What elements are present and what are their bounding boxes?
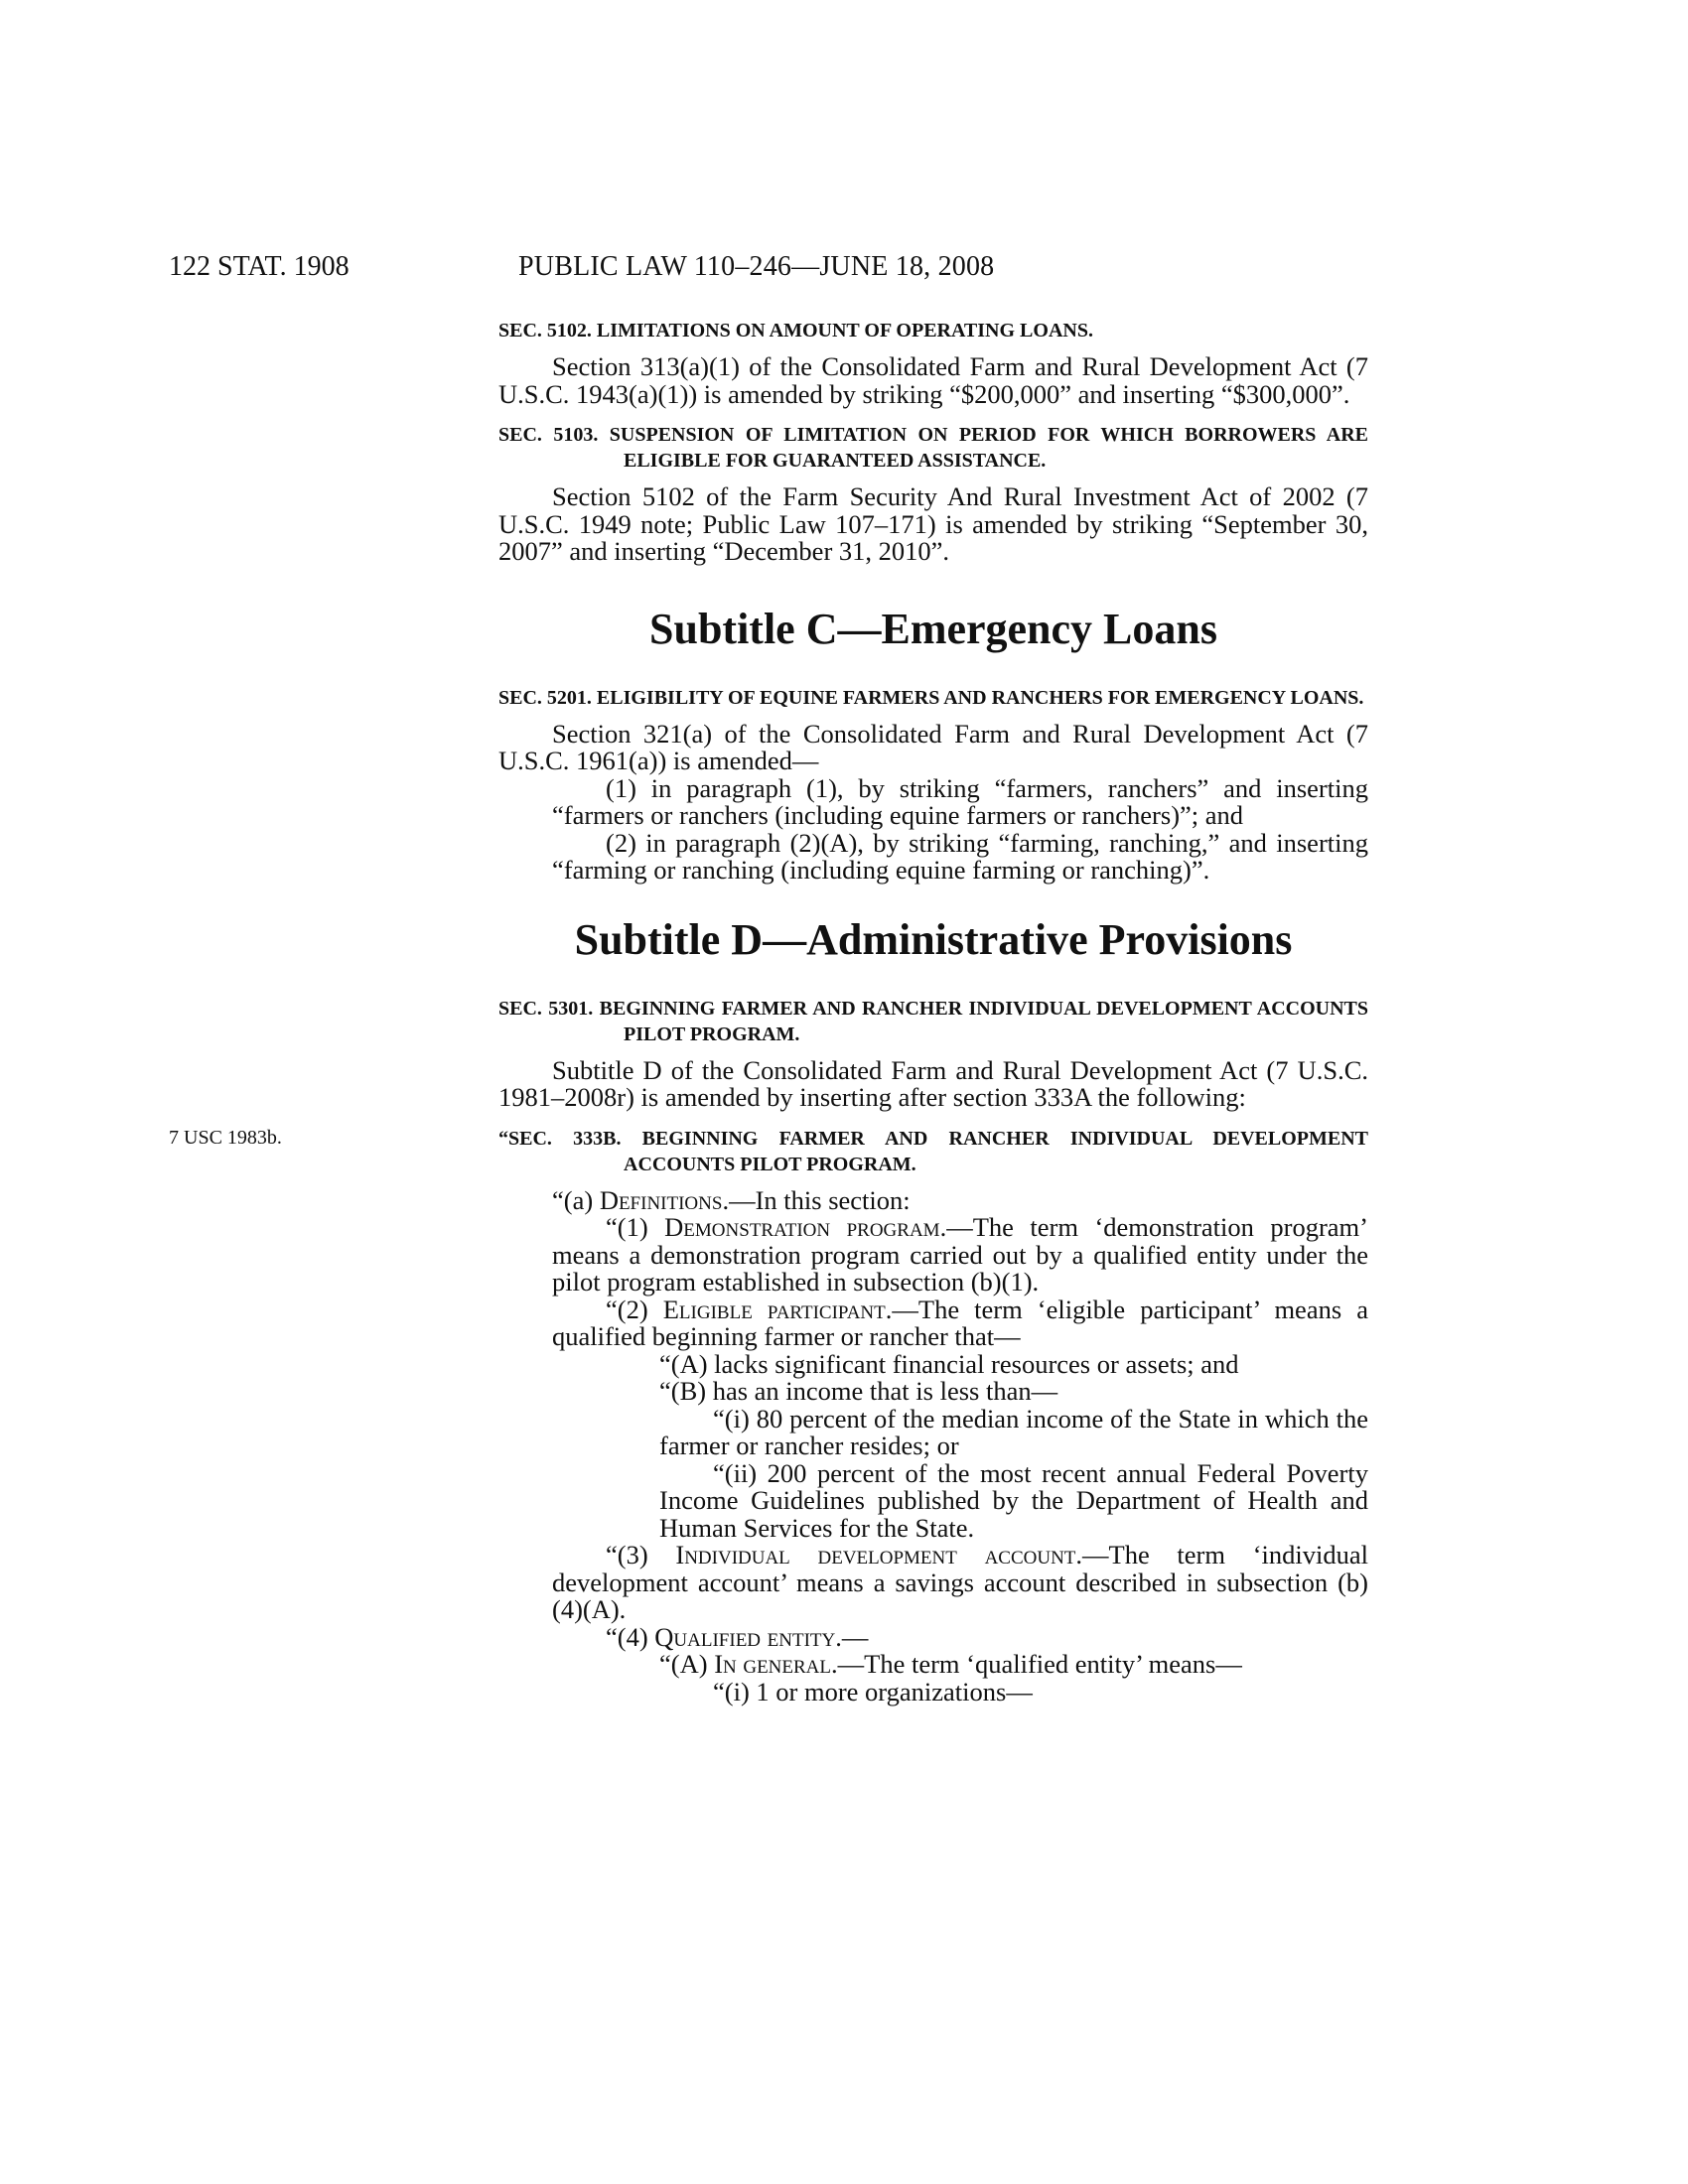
- stat-citation: 122 STAT. 1908: [169, 251, 350, 282]
- section-5103: [498, 422, 1368, 566]
- margin-note-usc: 7 USC 1983b.: [169, 1126, 282, 1149]
- paragraph-caption: Eligible participant: [662, 1294, 886, 1324]
- paragraph-text: .—The term ‘eligible participant’ means a qualified beginning farmer or rancher that—: [552, 1294, 1368, 1351]
- paragraph-caption: Qualified entity: [654, 1621, 836, 1652]
- subparagraph-2a: “(A) lacks significant financial resources or assets; and: [659, 1348, 1239, 1379]
- subparagraph-2b: “(B) has an income that is less than—: [659, 1376, 1058, 1406]
- enum-label: “(1): [606, 1212, 665, 1242]
- paragraph-4: [498, 1621, 1368, 1652]
- clause-2b-ii: “(ii) 200 percent of the most recent annual Federal Poverty Income Guidelines published by the Department of Health and Human Services for the State.: [659, 1457, 1368, 1543]
- subsection-text: .—In this section:: [722, 1184, 911, 1215]
- section-heading: SEC. 5102. LIMITATIONS ON AMOUNT OF OPERATING LOANS.: [498, 320, 1093, 341]
- subparagraph-caption: In general: [714, 1649, 832, 1679]
- subtitle-c-heading: Subtitle C—Emergency Loans: [649, 604, 1217, 653]
- page-body: [169, 318, 1368, 1706]
- subsection-caption: Definitions: [599, 1184, 723, 1215]
- amendment-item: (2) in paragraph (2)(A), by striking “farming, ranching,” and inserting “farming or ranching (including equine farming or ranching)”.: [552, 827, 1368, 885]
- enum-label: “(a): [552, 1184, 600, 1215]
- section-intro: Subtitle D of the Consolidated Farm and Rural Development Act (7 U.S.C. 1981–2008r) is amended by inserting after section 333A the following:: [498, 1054, 1368, 1112]
- paragraph-text: .—The term ‘demonstration program’ means a demonstration program carried out by a qualified entity under the pilot program established in subsection (b)(1).: [552, 1212, 1368, 1297]
- section-text: Section 5102 of the Farm Security And Rural Investment Act of 2002 (7 U.S.C. 1949 note; Public Law 107–171) is amended by striking “September 30, 2007” and inserting “December 31, 2010”.: [498, 481, 1368, 566]
- enum-label: “(A): [659, 1649, 715, 1679]
- enum-label: “(3): [606, 1540, 676, 1570]
- paragraph-2: [498, 1294, 1368, 1351]
- subparagraph-text: .—The term ‘qualified entity’ means—: [831, 1649, 1242, 1679]
- paragraph-caption: Demonstration program: [664, 1212, 940, 1242]
- section-intro: Section 321(a) of the Consolidated Farm and Rural Development Act (7 U.S.C. 1961(a)) is amended—: [498, 718, 1368, 775]
- section-333b: [169, 1126, 1368, 1706]
- enum-label: “(2): [606, 1294, 663, 1324]
- section-heading: SEC. 5201. ELIGIBILITY OF EQUINE FARMERS AND RANCHERS FOR EMERGENCY LOANS.: [498, 686, 1364, 709]
- section-5301: [498, 996, 1368, 1112]
- clause-2b-i: “(i) 80 percent of the median income of the State in which the farmer or rancher resides; or: [659, 1403, 1368, 1460]
- running-head: PUBLIC LAW 110–246—JUNE 18, 2008: [518, 251, 995, 282]
- paragraph-3: [498, 1542, 1368, 1624]
- clause-4a-i: “(i) 1 or more organizations—: [713, 1676, 1033, 1706]
- paragraph-text: .—The term ‘individual development account’ means a savings account described in subsection (b)(4)(A).: [552, 1540, 1368, 1624]
- enum-label: “(4): [606, 1621, 655, 1652]
- section-text: Section 313(a)(1) of the Consolidated Farm and Rural Development Act (7 U.S.C. 1943(a)(1)) is amended by striking “$200,000” and inserting “$300,000”.: [498, 351, 1368, 409]
- section-5201: [498, 685, 1368, 885]
- subparagraph-4a: [498, 1651, 1368, 1679]
- section-heading: “SEC. 333B. BEGINNING FARMER AND RANCHER INDIVIDUAL DEVELOPMENT ACCOUNTS PILOT PROGRAM.: [498, 1127, 1368, 1175]
- amendment-item: (1) in paragraph (1), by striking “farmers, ranchers” and inserting “farmers or ranchers (including equine farmers or ranchers)”; and: [552, 772, 1368, 830]
- subsection-a: [498, 1184, 1368, 1215]
- subtitle-d-heading: Subtitle D—Administrative Provisions: [574, 914, 1293, 964]
- section-5102: [498, 318, 1368, 408]
- paragraph-1: [498, 1214, 1368, 1297]
- section-heading: SEC. 5301. BEGINNING FARMER AND RANCHER INDIVIDUAL DEVELOPMENT ACCOUNTS PILOT PROGRAM.: [498, 997, 1368, 1045]
- section-heading: SEC. 5103. SUSPENSION OF LIMITATION ON PERIOD FOR WHICH BORROWERS ARE ELIGIBLE FOR GUARANTEED ASSISTANCE.: [498, 424, 1368, 472]
- paragraph-text: .—: [835, 1621, 869, 1652]
- paragraph-caption: Individual development account: [675, 1540, 1076, 1570]
